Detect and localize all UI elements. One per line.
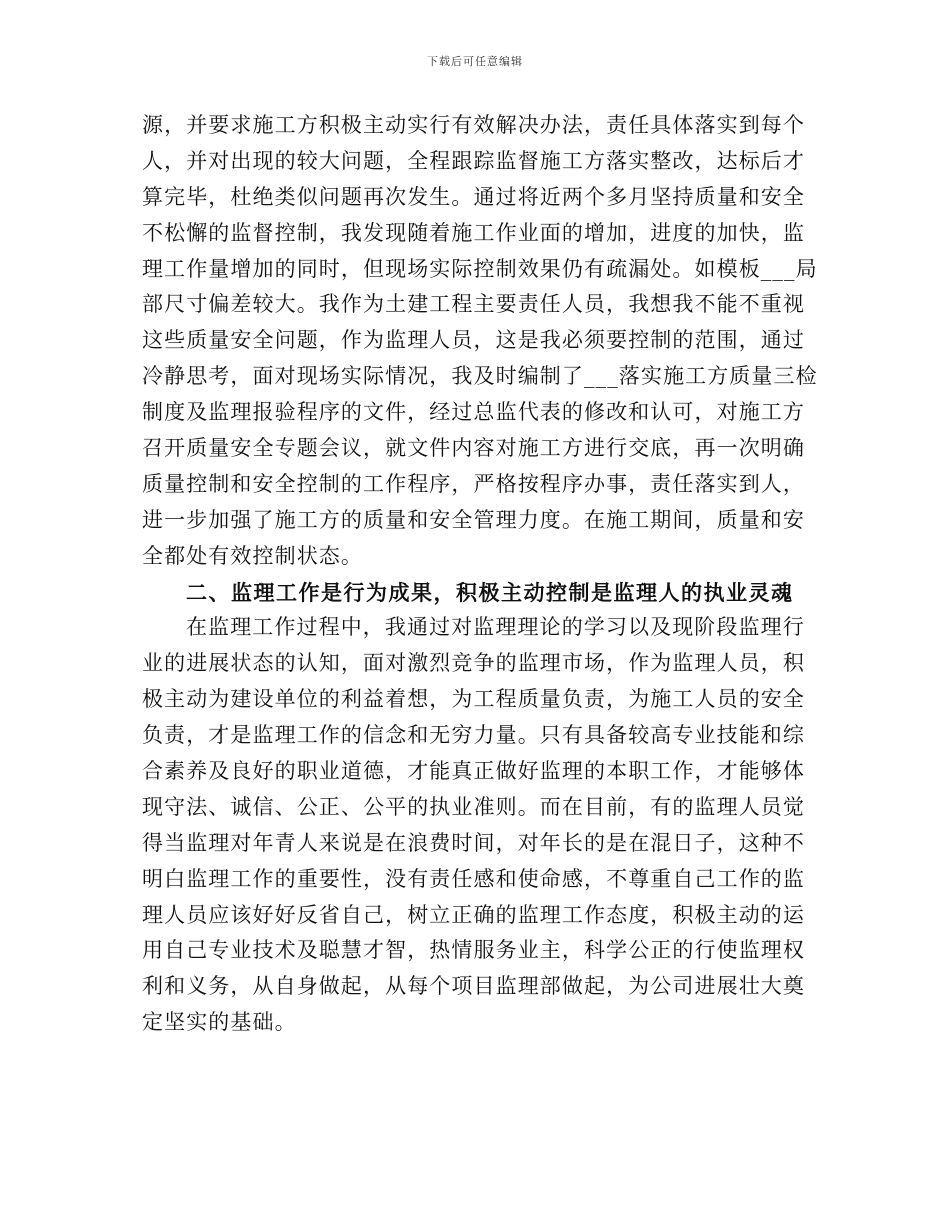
paragraph-line: 在监理工作过程中，我通过对监理理论的学习以及现阶段监理行 <box>186 615 805 640</box>
paragraph-line: 源，并要求施工方积极主动实行有效解决办法，责任具体落实到每个 <box>142 113 805 137</box>
paragraph-line: 负责，才是监理工作的信念和无穷力量。只有具备较高专业技能和综 <box>142 723 805 748</box>
paragraph-line: 用自己专业技术及聪慧才智，热情服务业主，科学公正的行使监理权 <box>142 938 805 963</box>
paragraph-line: 不松懈的监督控制，我发现随着施工作业面的增加，进度的加快，监 <box>142 220 805 245</box>
paragraph-line: 业的进展状态的认知，面对激烈竞争的监理市场，作为监理人员，积 <box>142 651 805 676</box>
paragraph-line: 全都处有效控制状态。 <box>142 543 363 568</box>
section-heading: 二、监理工作是行为成果，积极主动控制是监理人的执业灵魂 <box>186 579 794 605</box>
page-header: 下载后可任意编辑 <box>427 55 523 68</box>
paragraph-line: 人，并对出现的较大问题，全程跟踪监督施工方落实整改，达标后才 <box>142 148 805 173</box>
paragraph-line: 定坚实的基础。 <box>142 1010 297 1035</box>
paragraph-line: 算完毕，杜绝类似问题再次发生。通过将近两个多月坚持质量和安全 <box>142 184 805 209</box>
paragraph-line: 召开质量安全专题会议，就文件内容对施工方进行交底，再一次明确 <box>142 436 805 461</box>
paragraph-line: 现守法、诚信、公正、公平的执业准则。而在目前，有的监理人员觉 <box>142 794 805 819</box>
paragraph-line: 利和义务，从自身做起，从每个项目监理部做起，为公司进展壮大奠 <box>142 974 805 999</box>
paragraph-line: 进一步加强了施工方的质量和安全管理力度。在施工期间，质量和安 <box>142 507 805 532</box>
paragraph-line: 质量控制和安全控制的工作程序，严格按程序办事，责任落实到人， <box>142 471 805 496</box>
paragraph-line: 部尺寸偏差较大。我作为土建工程主要责任人员，我想我不能不重视 <box>142 292 805 317</box>
paragraph-line: 冷静思考，面对现场实际情况，我及时编制了___落实施工方质量三检 <box>142 364 818 389</box>
paragraph-line: 合素养及良好的职业道德，才能真正做好监理的本职工作，才能够体 <box>142 759 805 784</box>
paragraph-line: 极主动为建设单位的利益着想，为工程质量负责，为施工人员的安全 <box>142 687 805 712</box>
document-body <box>142 108 818 1041</box>
paragraph-line: 理人员应该好好反省自己，树立正确的监理工作态度，积极主动的运 <box>142 902 805 927</box>
paragraph-line: 明白监理工作的重要性，没有责任感和使命感，不尊重自己工作的监 <box>142 866 805 891</box>
paragraph-line: 制度及监理报验程序的文件，经过总监代表的修改和认可，对施工方 <box>142 400 805 425</box>
paragraph-line: 得当监理对年青人来说是在浪费时间，对年长的是在混日子，这种不 <box>142 830 805 855</box>
paragraph-line: 这些质量安全问题，作为监理人员，这是我必须要控制的范围，通过 <box>142 328 805 353</box>
paragraph-line: 理工作量增加的同时，但现场实际控制效果仍有疏漏处。如模板___局 <box>142 256 818 281</box>
